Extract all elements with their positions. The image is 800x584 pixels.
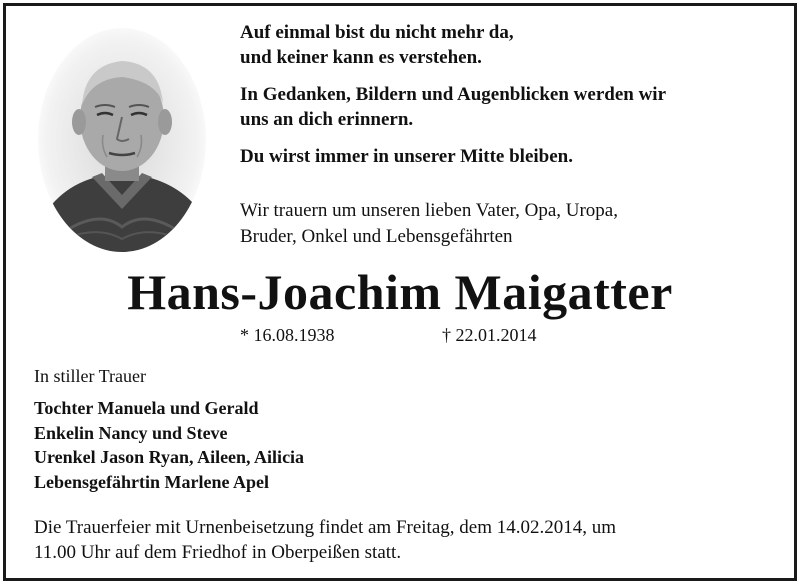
mourner-entry: Lebensgefährtin Marlene Apel <box>34 471 269 492</box>
poem-stanza-1 <box>240 20 772 70</box>
funeral-notice <box>34 515 774 565</box>
death-date: † 22.01.2014 <box>442 325 537 345</box>
funeral-line: 11.00 Uhr auf dem Friedhof in Oberpeißen statt. <box>34 542 402 563</box>
intro-line: Wir trauern um unseren lieben Vater, Opa, Uropa, <box>240 200 618 221</box>
mourning-label: In stiller Trauer <box>34 366 146 386</box>
deceased-name: Hans-Joachim Maigatter <box>127 264 673 320</box>
mourning-intro <box>240 198 770 250</box>
mourner-entry: Tochter Manuela und Gerald <box>34 398 259 418</box>
mourners-list <box>34 396 304 494</box>
portrait-photo <box>37 27 207 253</box>
poem-stanza-2 <box>240 82 772 132</box>
poem-line: Auf einmal bist du nicht mehr da, <box>240 22 514 43</box>
poem-line: In Gedanken, Bildern und Augenblicken werden wir <box>240 84 667 105</box>
intro-line: Bruder, Onkel und Lebensgefährten <box>240 226 513 247</box>
poem-line: und keiner kann es verstehen. <box>240 47 482 68</box>
poem-line: Du wirst immer in unserer Mitte bleiben. <box>240 146 573 167</box>
poem-stanza-3 <box>240 144 772 169</box>
mourner-entry: Urenkel Jason Ryan, Aileen, Ailicia <box>34 447 305 467</box>
funeral-line: Die Trauerfeier mit Urnenbeisetzung findet am Freitag, dem 14.02.2014, um <box>34 517 617 538</box>
birth-date: * 16.08.1938 <box>240 325 335 345</box>
poem-line: uns an dich erinnern. <box>240 109 414 130</box>
poem <box>240 20 772 169</box>
mourner-entry: Enkelin Nancy und Steve <box>34 422 228 443</box>
